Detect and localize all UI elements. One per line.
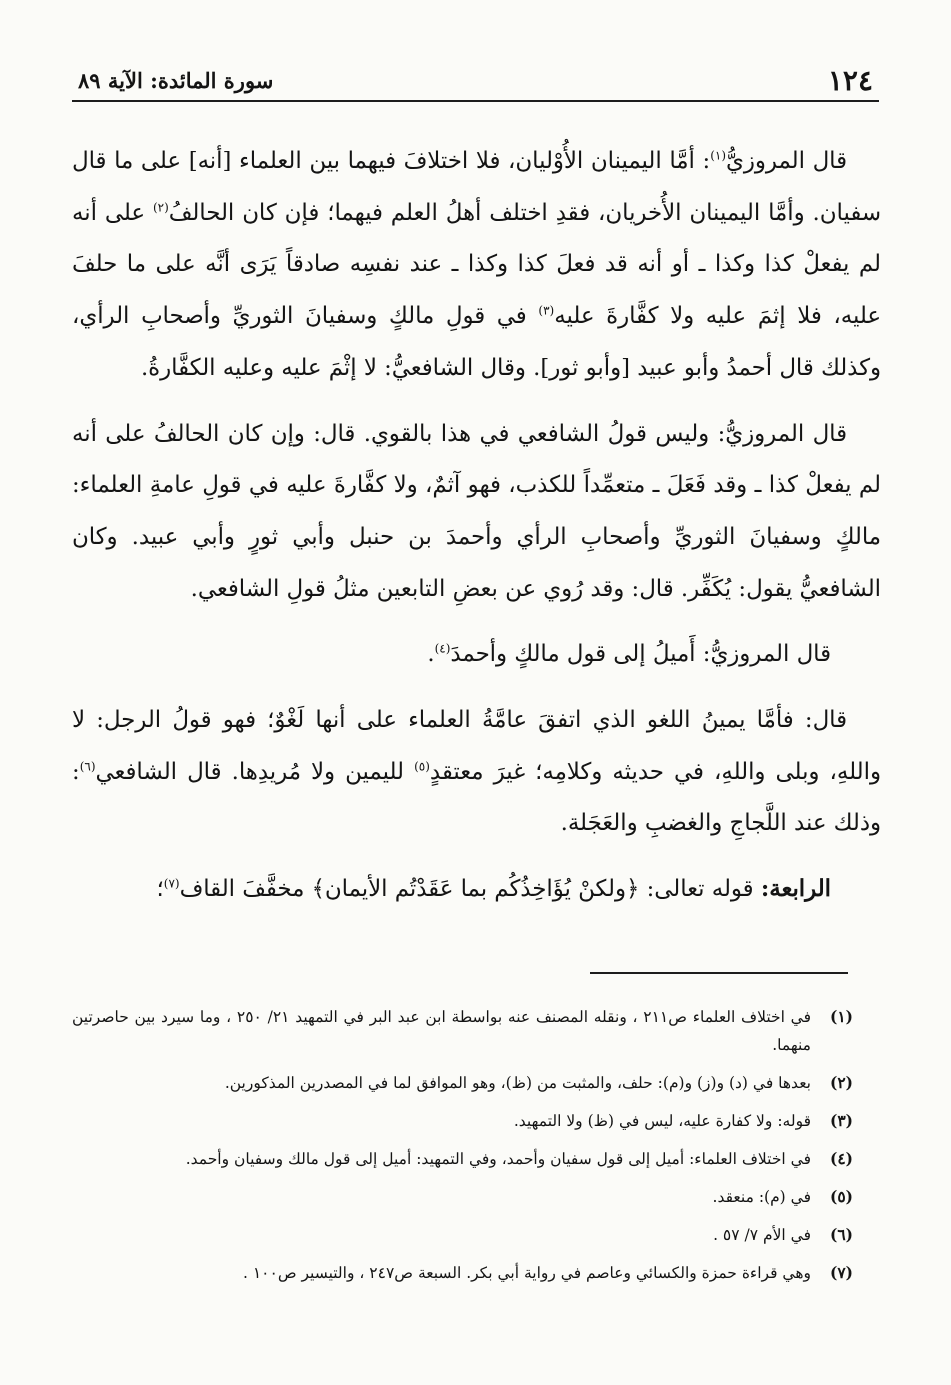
footnote-number: (٤) — [829, 1149, 853, 1168]
paragraph-4-text-c: : وذلك عند اللَّجاجِ والغضبِ والعَجَلة. — [72, 758, 881, 837]
footnote-5 — [72, 1183, 853, 1211]
footnote-text: في اختلاف العلماء ص٢١١ ، ونقله المصنف عنه بواسطة ابن عبد البر في التمهيد ٢١/ ٢٥٠ ، وما سيرد بين حاصرتين منهما. — [72, 1008, 811, 1054]
paragraph-4-text-b: لليمين ولا مُريدِها. قال الشافعي — [95, 758, 415, 785]
paragraph-1-text-b: : أمَّا اليمينان الأُوْليان، فلا اختلافَ فيهما بين العلماء [أنه] على ما قال سفيان. وأمَّا اليمينان الأُخريان، فقدِ اختلف أهلُ العلم فيهما؛ فإن كان الحالفُ — [72, 148, 881, 226]
footnote-text: بعدها في (د) و(ز) و(م): حلف، والمثبت من (ظ)، وهو الموافق لما في المصدرين المذكورين. — [224, 1074, 811, 1092]
paragraph-1-text-d: في قولِ مالكٍ وسفيانَ الثوريِّ وأصحابِ الرأي، وكذلك قال أحمدُ وأبو عبيد [وأبو ثور]. وقال الشافعيُّ: لا إثْمَ عليه وعليه الكفَّارةُ. — [72, 303, 881, 381]
paragraph-4-text-a: قال: فأمَّا يمينُ اللغو الذي اتفقَ عامَّةُ العلماء على أنها لَغْوٌ؛ فهو قولُ الرجل: لا واللهِ، وبلى واللهِ، في حديثه وكلامِه؛ غيرَ معتقدٍ — [72, 707, 881, 785]
page-number: ١٢٤ — [827, 64, 873, 97]
footnote-4 — [72, 1145, 853, 1173]
main-text — [72, 136, 882, 916]
footnote-number: (٦) — [829, 1225, 853, 1244]
paragraph-3-text-b: . — [427, 641, 435, 668]
footnote-ref-7: (٧) — [163, 876, 180, 891]
footnote-ref-1: (١) — [710, 148, 727, 163]
paragraph-3 — [72, 629, 865, 681]
paragraph-1-text-c: على أنه لم يفعلْ كذا وكذا ـ أو أنه قد فعلَ كذا وكذا ـ عند نفسِه صادقاً يَرَى أنَّه على ما حلفَ عليه، فلا إثمَ عليه ولا كفَّارةَ عليه — [72, 199, 882, 330]
footnote-ref-2: (٢) — [152, 200, 169, 215]
running-title: سورة المائدة: الآية ٨٩ — [78, 68, 274, 93]
footnote-number: (٢) — [829, 1073, 853, 1092]
footnotes — [72, 1003, 853, 1287]
footnote-text: في (م): منعقد. — [712, 1188, 811, 1206]
footnote-6 — [72, 1221, 853, 1249]
footnote-number: (٧) — [829, 1263, 853, 1282]
footnote-number: (٣) — [829, 1111, 853, 1130]
footnote-text: في الأم ٧/ ٥٧ . — [713, 1226, 811, 1244]
paragraph-3-text-a: قال المروزيُّ: أَميلُ إلى قول مالكٍ وأحمدَ — [450, 641, 831, 668]
footnote-2 — [72, 1069, 853, 1097]
paragraph-4 — [72, 695, 881, 850]
footnote-ref-4: (٤) — [434, 641, 451, 656]
footnote-1 — [72, 1003, 853, 1059]
footnote-separator — [590, 972, 848, 974]
section-lead: الرابعة: — [760, 876, 831, 903]
footnote-number: (٥) — [829, 1187, 853, 1206]
footnote-text: قوله: ولا كفارة عليه، ليس في (ظ) ولا التمهيد. — [513, 1112, 811, 1130]
paragraph-2: قال المروزيُّ: وليس قولُ الشافعي في هذا بالقوي. قال: وإن كان الحالفُ على أنه لم يفعلْ كذا ـ وقد فَعَلَ ـ متعمِّداً للكذب، فهو آثمٌ، ولا كفَّارةَ عليه في قولِ عامةِ العلماء: مالكٍ وسفيانَ الثوريِّ وأصحابِ الرأي وأحمدَ بن حنبل وأبي ثورٍ وأبي عبيد. وكان الشافعيُّ يقول: يُكَفِّر. قال: وقد رُوي عن بعضِ التابعين مثلُ قولِ الشافعي. — [72, 420, 881, 602]
footnote-ref-6: (٦) — [79, 759, 96, 774]
paragraph-5-text-a: قوله تعالى: ﴿ولكنْ يُؤَاخِذُكُم بما عَقَدْتُم الأيمان﴾ مخفَّفَ القاف — [179, 876, 761, 903]
footnote-3 — [72, 1107, 853, 1135]
paragraph-5-text-b: ؛ — [156, 876, 164, 903]
footnote-ref-5: (٥) — [414, 759, 430, 774]
footnote-text: وهي قراءة حمزة والكسائي وعاصم في رواية أبي بكر. السبعة ص٢٤٧ ، والتيسير ص١٠٠ . — [243, 1264, 811, 1282]
footnote-ref-3: (٣) — [538, 303, 555, 318]
running-header — [72, 62, 879, 102]
paragraph-5 — [72, 864, 865, 916]
paragraph-1-text-a: قال المروزيُّ — [726, 148, 847, 174]
footnote-7 — [72, 1259, 853, 1287]
paragraph-1 — [72, 136, 881, 395]
footnote-number: (١) — [829, 1007, 853, 1026]
footnote-text: في اختلاف العلماء: أميل إلى قول سفيان وأحمد، وفي التمهيد: أميل إلى قول مالك وسفيان وأحمد. — [185, 1150, 811, 1168]
